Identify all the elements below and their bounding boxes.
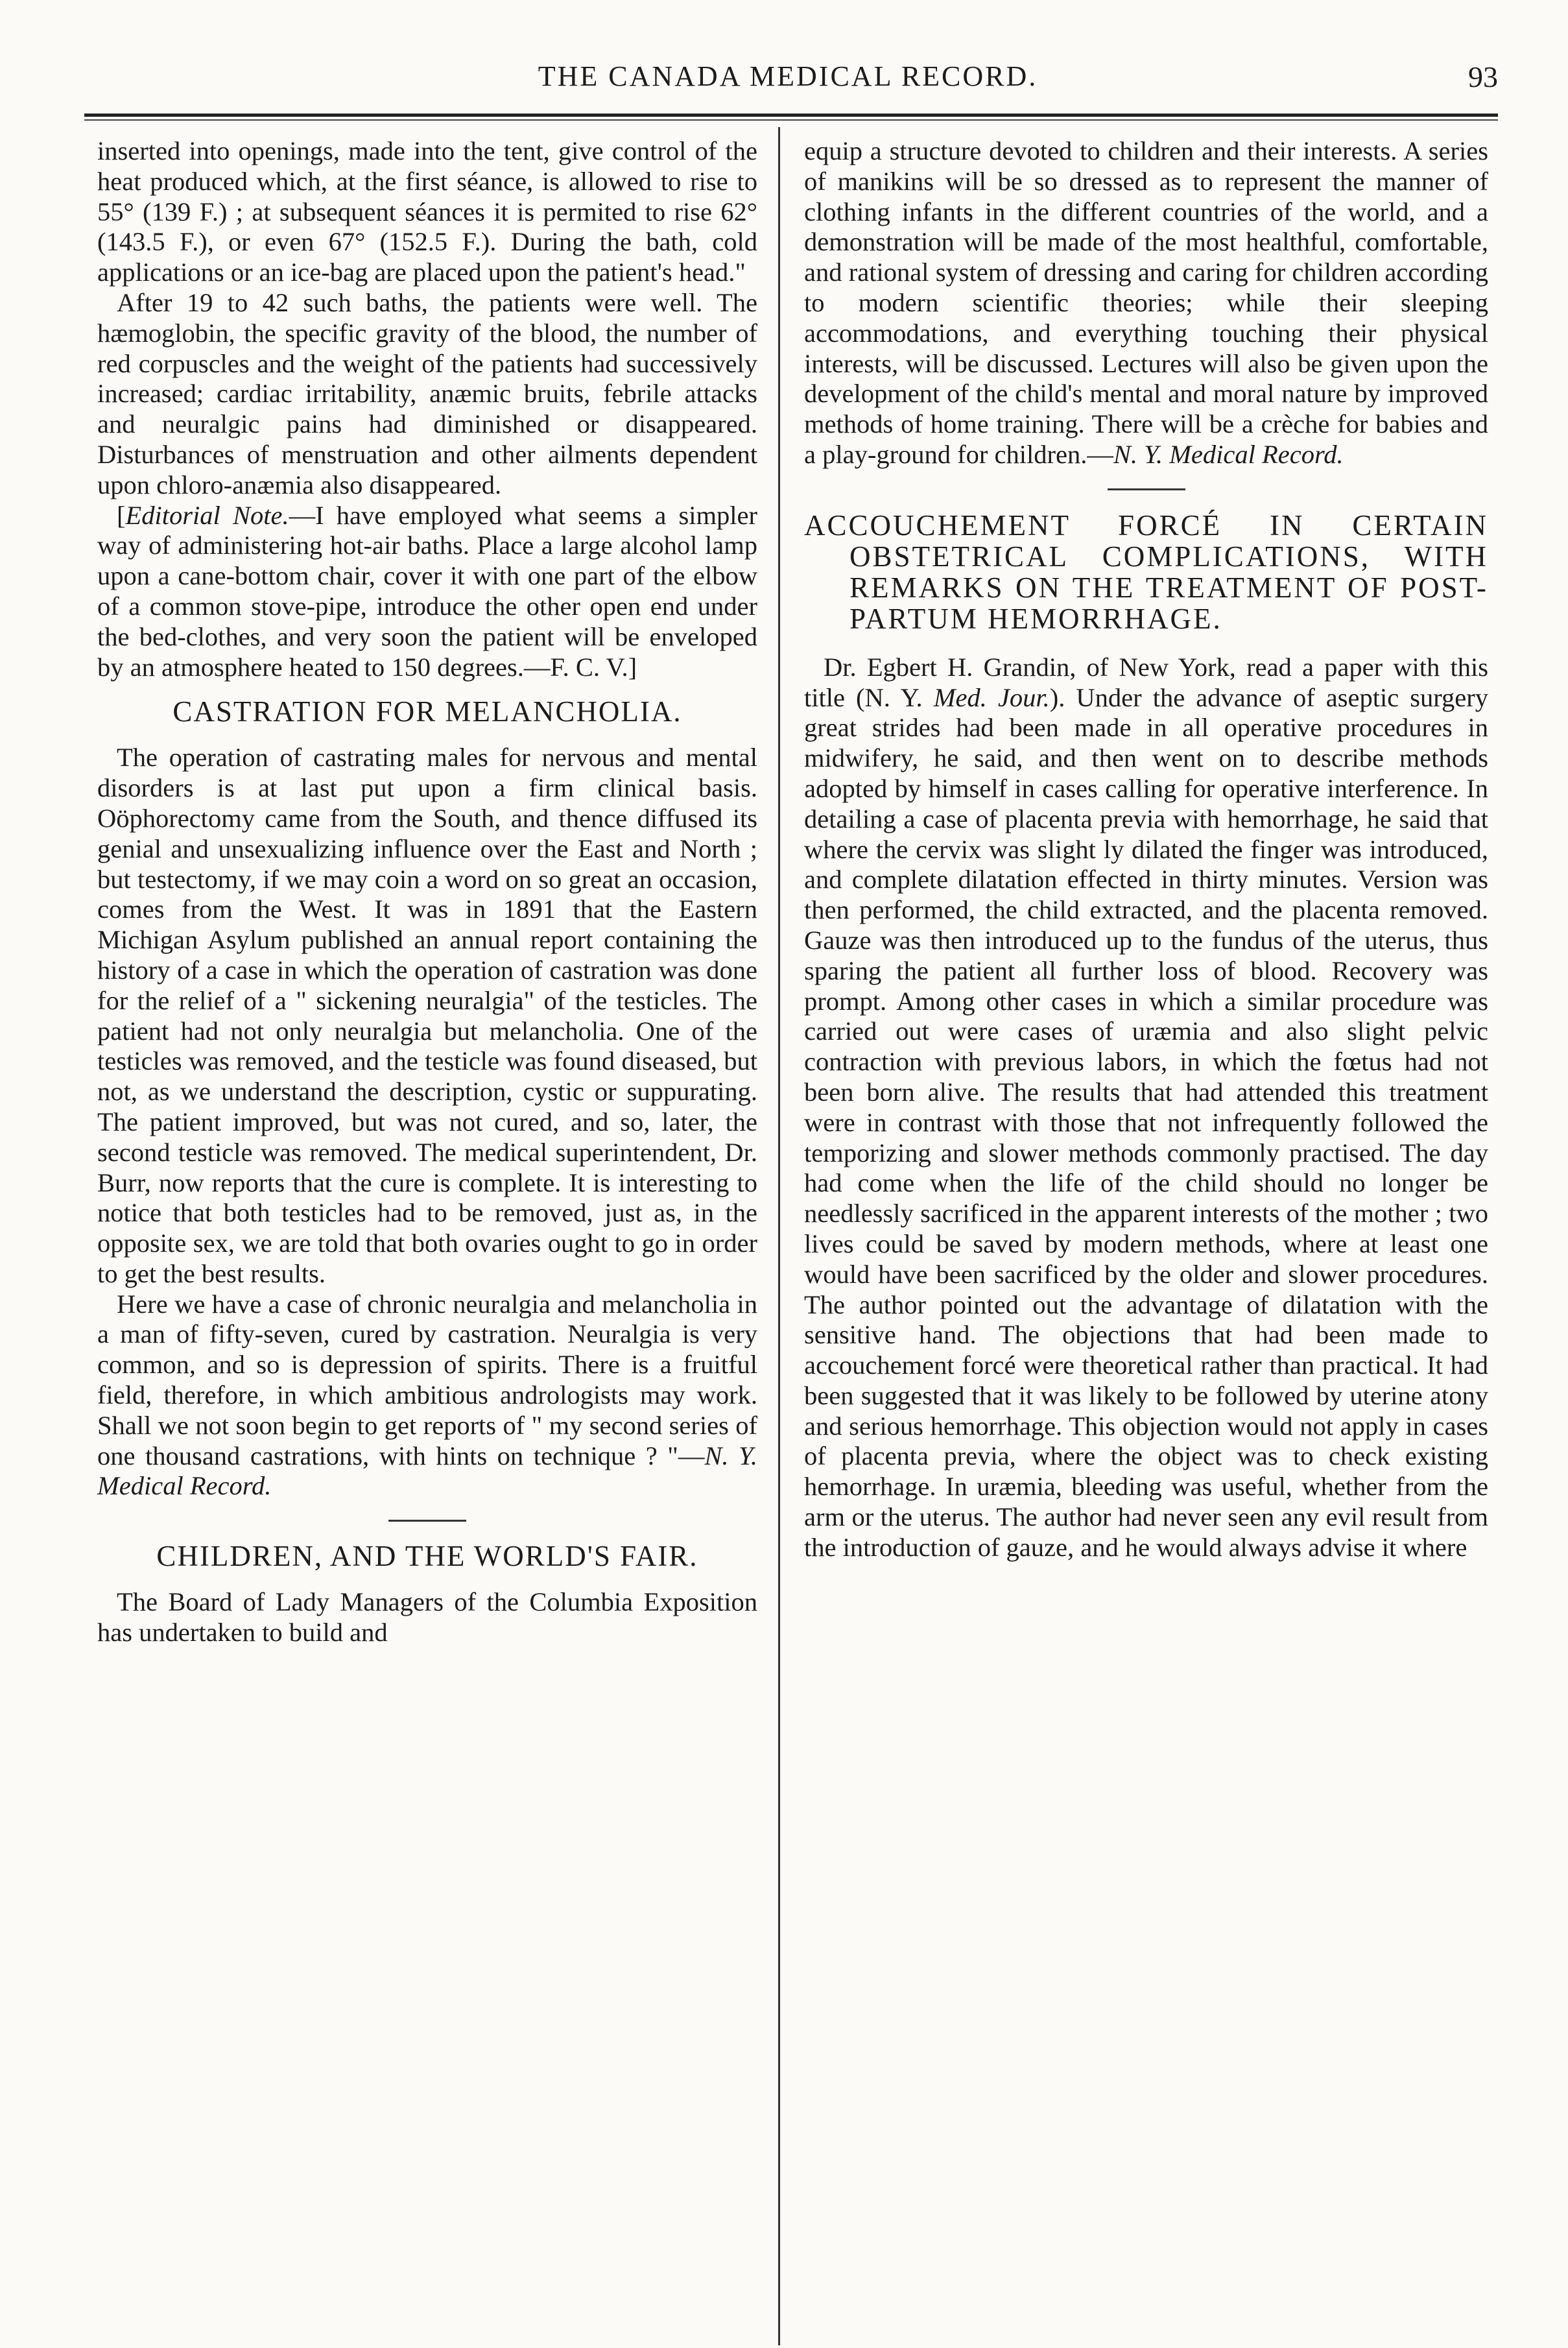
page-number: 93 xyxy=(1468,60,1498,93)
paragraph-text: Here we have a case of chronic neuralgia and melancholia in a man of fifty-seven, cured by castration. Neuralgia is very common, and so is depression of spirits. There is a fruitful field, therefore, in which ambitious andrologists may work. Shall we not soon begin to get reports of " my second series of one thousand castrations, with hints on technique ? "— xyxy=(97,1289,757,1470)
running-header xyxy=(78,60,1498,99)
column-divider xyxy=(778,127,780,2345)
paragraph xyxy=(804,136,1488,470)
source-citation: N. Y. Medical Record. xyxy=(97,1441,757,1501)
paragraph xyxy=(804,653,1488,1563)
journal-title: THE CANADA MEDICAL RECORD. xyxy=(538,60,1038,92)
paragraph-text: Dr. Egbert H. Grandin, of New York, read a paper with this title (N. Y. xyxy=(804,652,1488,712)
editorial-note xyxy=(97,501,757,683)
paragraph-text: ). Under the advance of aseptic surgery great strides had been made in all operative procedures in midwifery, he said, and then went on to describe methods adopted by himself in cases calling for operative interference. In detailing a case of placenta previa with hemorrhage, he said that where the cervix was slight ly dilated the finger was introduced, and complete dilatation effected in thirty minutes. Version was then performed, the child extracted, and the placenta removed. Gauze was then introduced up to the fundus of the uterus, thus sparing the patient all further loss of blood. Recovery was prompt. Among other cases in which a similar procedure was carried out were cases of uræmia and also slight pelvic contraction with previous labors, in which the fœtus had not been born alive. The results that had attended this treatment were in contrast with those that not infrequently followed the temporizing and slower methods commonly practised. The day had come when the life of the child should no longer be needlessly sacrificed in the apparent interests of the mother ; two lives could be saved by modern methods, where at least one would have been sacrificed by the older and slower procedures. The author pointed out the advantage of dilatation with the sensitive hand. The objections that had been made to accouchement forcé were theoretical rather than practical. It had been suggested that it was likely to be followed by uterine atony and serious hemorrhage. This objection would not apply in cases of placenta previa, where the object was to check existing hemorrhage. In uræmia, bleeding was useful, whether from the arm or the uterus. The author had never seen any evil result from the introduction of gauze, and he would always advise it where xyxy=(804,682,1488,1562)
editorial-note-text: —I have employed what seems a simpler way of administering hot-air baths. Place a large alcohol lamp upon a cane-bottom chair, cover it with one part of the elbow of a common stove-pipe, introduce the other open end under the bed-clothes, and very soon the patient will be enveloped by an atmosphere heated to 150 degrees.—F. C. V.] xyxy=(97,500,757,682)
source-citation: N. Y. Medical Record. xyxy=(1113,439,1344,469)
article-heading-children: CHILDREN, AND THE WORLD'S FAIR. xyxy=(156,1540,698,1573)
article-heading-accouchement: ACCOUCHEMENT FORCÉ IN CERTAIN OBSTETRICAL COMPLICATIONS, WITH REMARKS ON THE TREATMENT OF POST-PARTUM HEMORRHAGE. xyxy=(804,509,1488,635)
paragraph: After 19 to 42 such baths, the patients were well. The hæmoglobin, the specific gravity of the blood, the number of red corpuscles and the weight of the patients had successively increased; cardiac irritability, anæmic bruits, febrile attacks and neuralgic pains had diminished or disappeared. Disturbances of menstruation and other ailments dependent upon chloro-anæmia also disappeared. xyxy=(97,287,757,499)
left-column xyxy=(97,136,757,1648)
section-rule xyxy=(388,1520,466,1522)
paragraph: The Board of Lady Managers of the Columbia Exposition has undertaken to build and xyxy=(97,1587,757,1647)
right-column xyxy=(804,136,1488,1563)
paragraph-text: equip a structure devoted to children and their interests. A series of manikins will be so dressed as to represent the manner of clothing infants in the different countries of the world, and a demonstration will be made of the most healthful, comfortable, and rational system of dressing and caring for children according to modern scientific theories; while their sleeping accommodations, and everything touching their physical interests, will be discussed. Lectures will also be given upon the development of the child's mental and moral nature by improved methods of home training. There will be a crèche for babies and a play-ground for children.— xyxy=(804,136,1488,469)
paragraph: The operation of castrating males for nervous and mental disorders is at last put upon a firm clinical basis. Oöphorectomy came from the South, and thence diffused its genial and unsexualizing influence over the East and North ; but testectomy, if we may coin a word on so great an occasion, comes from the West. It was in 1891 that the Eastern Michigan Asylum published an annual report containing the history of a case in which the operation of castration was done for the relief of a " sickening neuralgia" of the testicles. The patient had not only neuralgia but melancholia. One of the testicles was removed, and the testicle was found diseased, but not, as we understand the description, cystic or suppurating. The patient improved, but was not cured, and so, later, the second testicle was removed. The medical superintendent, Dr. Burr, now reports that the cure is complete. It is interesting to notice that both testicles had to be removed, just as, in the opposite sex, we are told that both ovaries ought to go in order to get the best results. xyxy=(97,743,757,1288)
section-rule xyxy=(1108,488,1185,490)
bracket-open: [ xyxy=(117,500,126,530)
paragraph: inserted into openings, made into the tent, give control of the heat produced which, at the first séance, is allowed to rise to 55° (139 F.) ; at subsequent séances it is permited to rise 62° (143.5 F.), or even 67° (152.5 F.). During the bath, cold applications or an ice-bag are placed upon the patient's head." xyxy=(97,136,757,287)
article-heading-castration: CASTRATION FOR MELANCHOLIA. xyxy=(172,695,682,728)
journal-citation: Med. Jour. xyxy=(933,682,1050,712)
paragraph xyxy=(97,1289,757,1502)
header-rule-thin xyxy=(84,119,1498,121)
header-rule-thick xyxy=(84,114,1498,117)
editorial-note-label: Editorial Note. xyxy=(125,500,289,530)
